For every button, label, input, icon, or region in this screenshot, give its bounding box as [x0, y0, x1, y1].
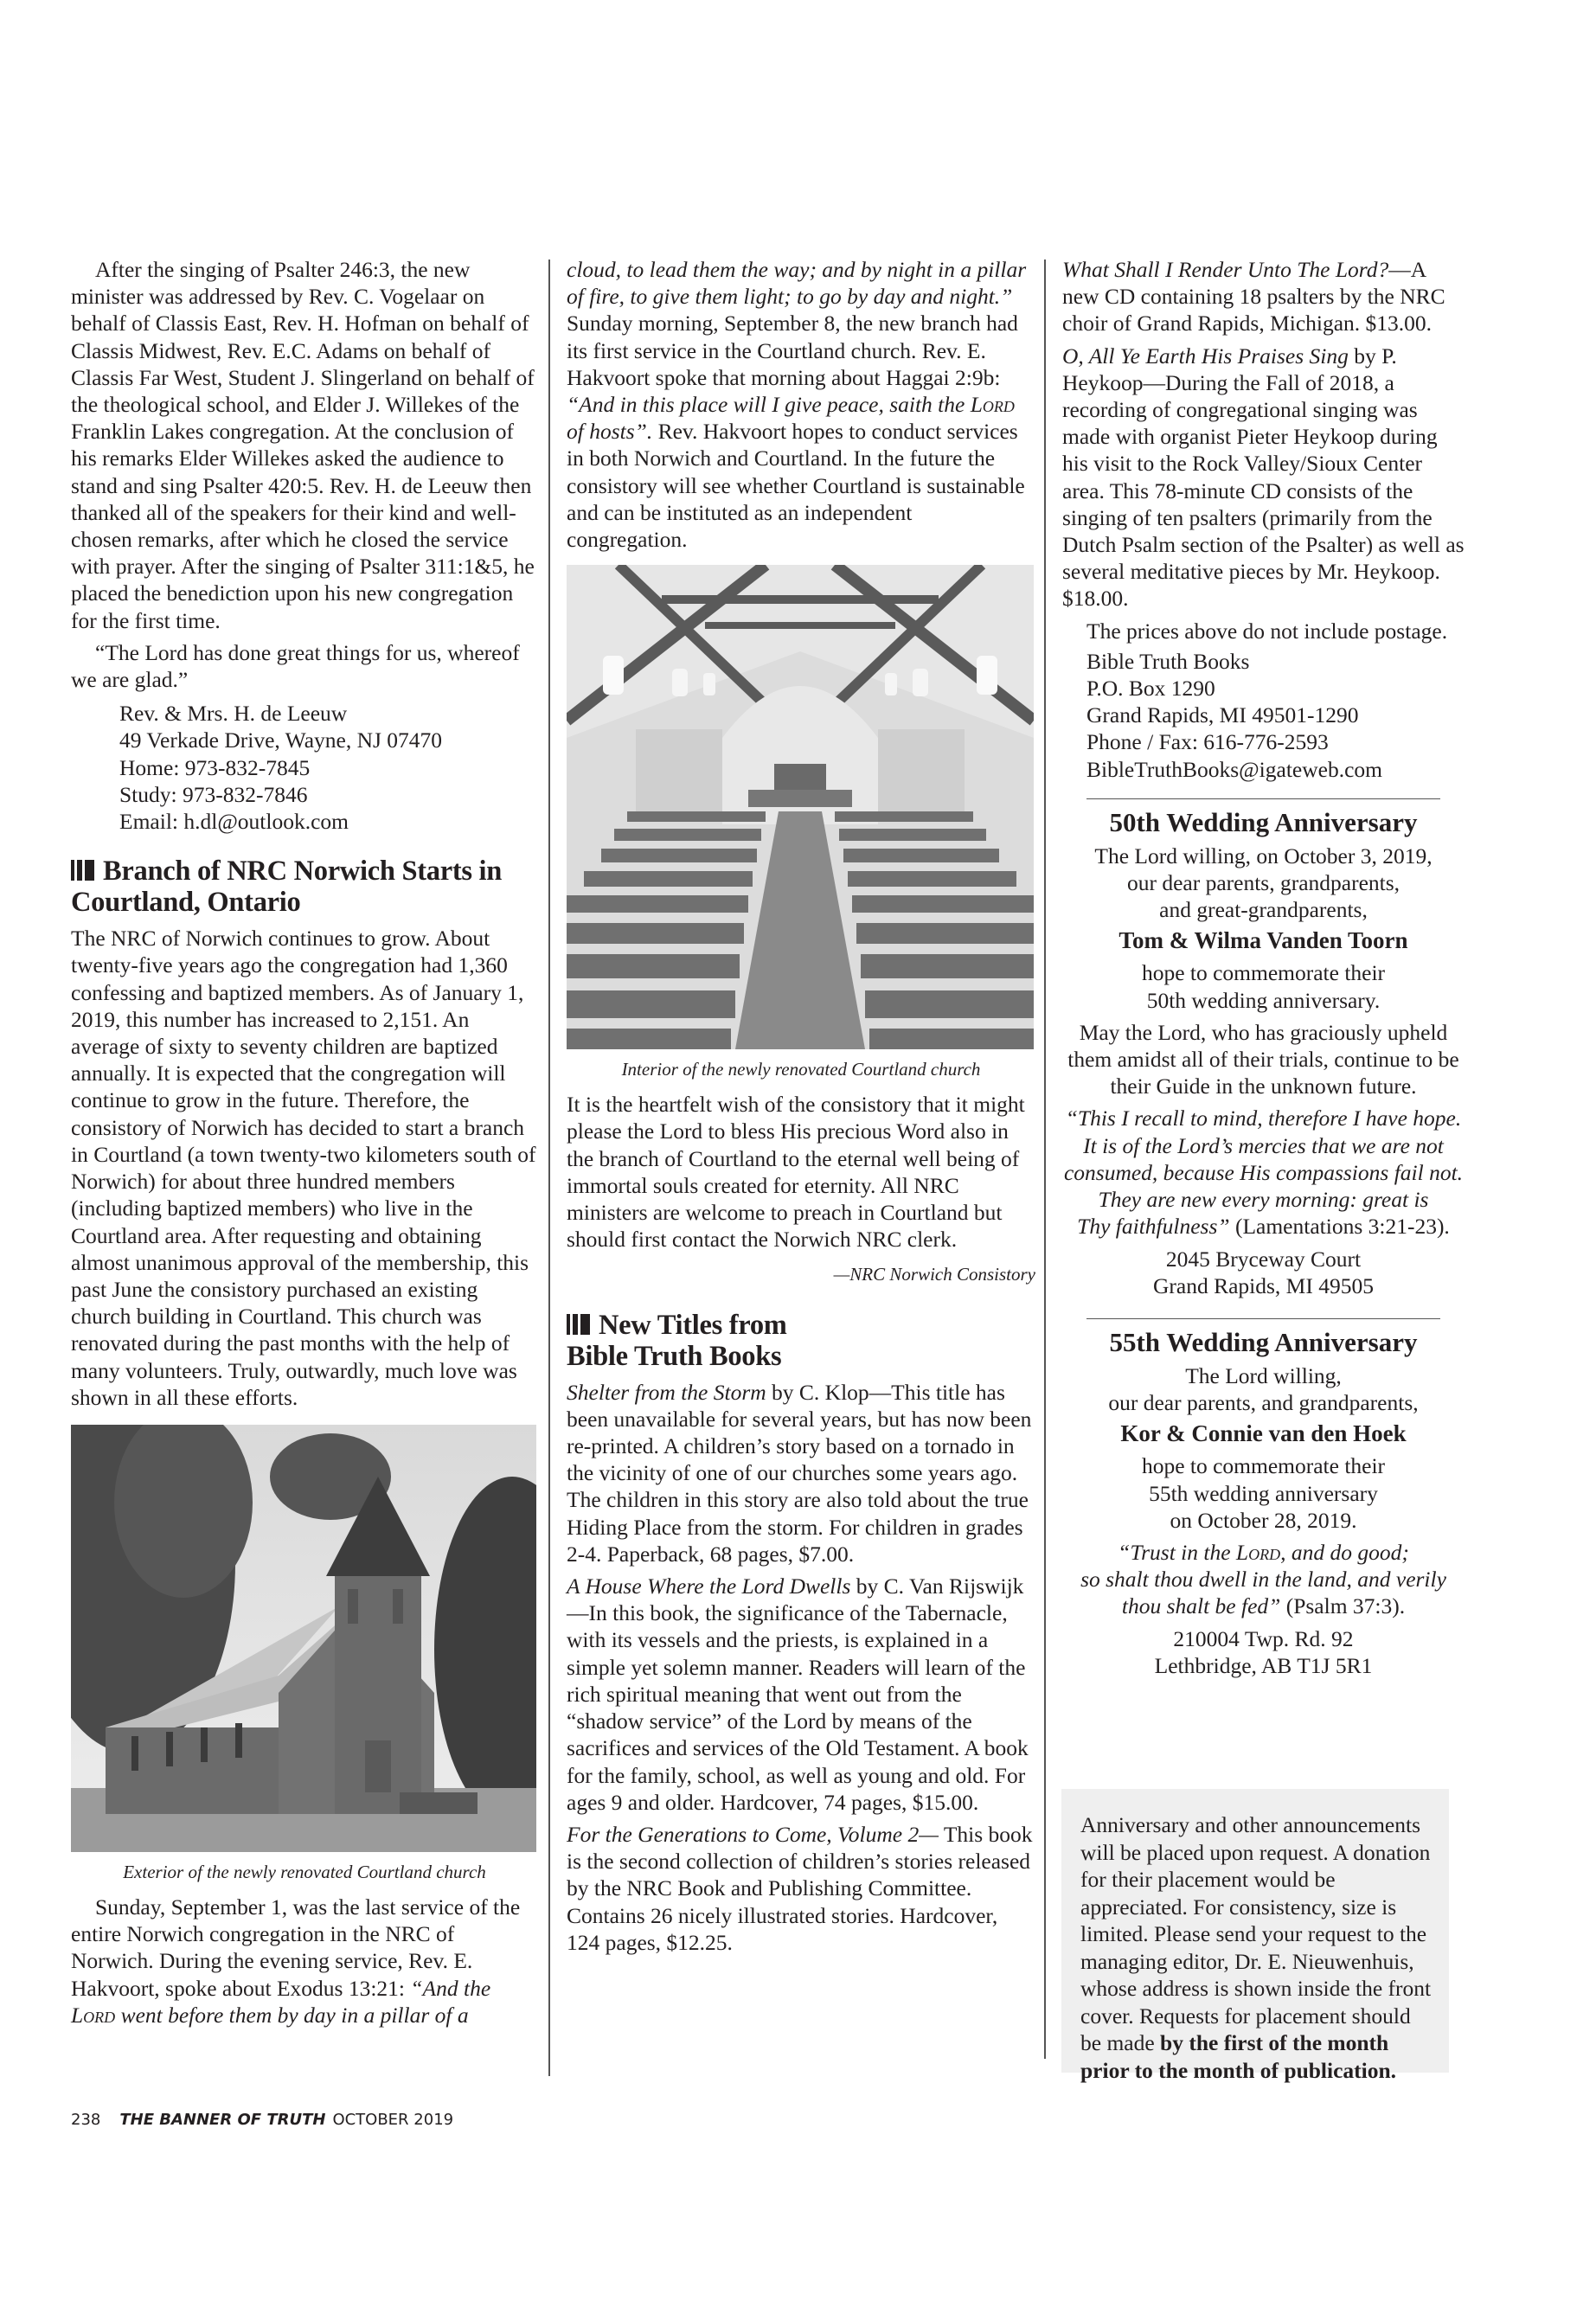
bookstore-address	[1062, 648, 1465, 783]
book-entry: Shelter from the Storm by C. Klop—This title has been unavailable for several years, but has now been re-printed. A children’s story based on a tornado in the vicinity of one of our churches some years ago. The children in this story are also told about the true Hiding Place from the storm. For children in grades 2-4. Paperback, 68 pages, $7.00.	[567, 1379, 1032, 1567]
church-exterior-image	[71, 1425, 536, 1852]
bookstore-po-box: P.O. Box 1290	[1086, 676, 1215, 702]
magazine-title: THE BANNER OF TRUTH	[119, 2111, 326, 2129]
contact-block	[71, 700, 538, 835]
book-entry: A House Where the Lord Dwells by C. Van Rijswijk—In this book, the significance of the Tabernacle, with its vessels and the priests, is explained in a simple yet solemn manner. Readers will learn of the rich spiritual meaning that went out from the “shadow service” of the Lord by means of the sacrifices and services of the Old Testament. A book for the family, school, as well as young and old. For ages 9 and older. Hardcover, 74 pages, $15.00.	[567, 1574, 1029, 1815]
column-divider	[1044, 260, 1046, 2059]
article-paragraph: cloud, to lead them the way; and by night in a pillar of fire, to give them light; to go by day and night.” Sunday morning, September 8, the new branch had its first service in the Courtland church. Rev. E. Hakvoort spoke that morning about Haggai 2:9b: “And in this place will I give peace, saith the Lord of hosts”. Rev. Hakvoort hopes to conduct services in both Norwich and Courtland. In the future the consistory will see whether Courtland is sustainable and can be instituted as an independent congregation.	[567, 257, 1027, 553]
contact-home-phone: Home: 973-832-7845	[119, 754, 311, 780]
cd-entry: What Shall I Render Unto The Lord?—A new CD containing 18 psalters by the NRC choir of Grand Rapids, Michigan. $13.00.	[1062, 257, 1445, 336]
anniversary-address: 210004 Twp. Rd. 92	[1173, 1625, 1354, 1651]
contact-email: Email: h.dl@outlook.com	[119, 809, 349, 835]
middle-column	[567, 256, 1035, 1961]
church-interior-photo	[567, 565, 1034, 1049]
church-exterior-photo	[71, 1425, 536, 1852]
bookstore-city: Grand Rapids, MI 49501-1290	[1086, 702, 1359, 728]
right-column	[1062, 256, 1465, 1679]
book-title: Shelter from the Storm	[567, 1379, 766, 1405]
section-heading: Branch of NRC Norwich Starts in Courtland, Ontario	[71, 856, 503, 919]
cd-title: O, All Ye Earth His Praises Sing	[1062, 343, 1349, 369]
notice-deadline: by the first of the month prior to the month of publication.	[1080, 2030, 1397, 2083]
book-title: A House Where the Lord Dwells	[567, 1574, 851, 1599]
section-bars-icon	[567, 1311, 590, 1331]
anniversary-address: 2045 Bryceway Court	[1165, 1246, 1362, 1272]
bookstore-phone: Phone / Fax: 616-776-2593	[1086, 729, 1329, 755]
article-paragraph: After the singing of Psalter 246:3, the new minister was addressed by Rev. C. Vogelaar on behalf of Classis East, Rev. H. Hofman on behalf of Classis Midwest, Rev. E.C. Adams on behalf of Classis Far West, Student J. Slingerland on behalf of the theological school, and Elder J. Willekes of the Franklin Lakes congregation. At the conclusion of his remarks Elder Willekes asked the audience to stand and sing Psalter 420:5. Rev. H. de Leeuw then thanked all of the speakers for their kind and well-chosen remarks, after which he closed the service with prayer. After the singing of Psalter 311:1&5, he placed the benediction upon his new congregation for the first time.	[71, 257, 535, 633]
cd-title: What Shall I Render Unto The Lord?	[1062, 257, 1389, 282]
postage-note: The prices above do not include postage.	[1086, 618, 1448, 644]
section-bars-icon	[71, 856, 94, 877]
anniversary-verse: “Trust in the Lord, and do good;	[1118, 1539, 1409, 1565]
page-footer	[71, 2111, 453, 2129]
column-divider	[548, 260, 550, 2076]
photo-caption: Exterior of the newly renovated Courtland church	[123, 1861, 486, 1882]
book-title: For the Generations to Come, Volume 2—	[567, 1821, 939, 1847]
photo-caption: Interior of the newly renovated Courtland church	[621, 1059, 981, 1080]
contact-name: Rev. & Mrs. H. de Leeuw	[119, 701, 348, 727]
announcement-notice-box: Anniversary and other announcements will be placed upon request. A donation for their placement would be appreciated. For consistency, size is limited. Please send your request to the managing editor, Dr. E. Nieuwenhuis, whose address is shown inside the front cover. Requests for placement should be made by the first of the month prior to the month of publication.	[1061, 1789, 1449, 2073]
article-paragraph: The NRC of Norwich continues to grow. About twenty-five years ago the congregation had 1,360 confessing and baptized members. As of January 1, 2019, this number has increased to 2,151. An average of sixty to seventy children are baptized annually. It is expected that the congregation will continue to grow in the future. Therefore, the consistory of Norwich has decided to start a branch in Courtland (a town twenty-two kilometers south of Norwich) for about three hundred members (including baptized members) who live in the Courtland area. After requesting and obtaining almost unanimous approval of the membership, this past June the consistory purchased an existing church building in Courtland. This church was renovated during the past months with the help of many volunteers. Truly, outwardly, much love was shown in all these efforts.	[71, 926, 536, 1410]
article-quote: “The Lord has done great things for us, whereof we are glad.”	[71, 639, 520, 693]
anniversary-title: 50th Wedding Anniversary	[1109, 806, 1418, 837]
bookstore-name: Bible Truth Books	[1086, 648, 1250, 674]
section-rule	[1086, 798, 1440, 799]
book-entry: For the Generations to Come, Volume 2— This book is the second collection of children’s stories released by the NRC Book and Publishing Committee. Contains 26 nicely illustrated stories. Hardcover, 124 pages, $12.25.	[567, 1821, 1033, 1955]
bookstore-email: BibleTruthBooks@igateweb.com	[1086, 756, 1382, 782]
left-column	[71, 256, 538, 2029]
article-paragraph: It is the heartfelt wish of the consistory that it might please the Lord to bless His precious Word also in the branch of Courtland to the eternal well being of immortal souls created for eternity. All NRC ministers are welcome to preach in Courtland but should first contact the Norwich NRC clerk.	[567, 1092, 1025, 1253]
anniversary-names: Kor & Connie van den Hoek	[1120, 1420, 1407, 1447]
issue-date: OCTOBER 2019	[332, 2111, 454, 2129]
section-heading: New Titles from Bible Truth Books	[567, 1309, 787, 1372]
contact-study-phone: Study: 973-832-7846	[119, 781, 308, 807]
page-number: 238	[71, 2111, 101, 2129]
cd-entry: O, All Ye Earth His Praises Sing by P. Heykoop—During the Fall of 2018, a recording of congregational singing was made with organist Pieter Heykoop during his visit to the Rock Valley/Sioux Center area. This 78-minute CD consists of the singing of ten psalters (primarily from the Dutch Psalm section of the Psalter) as well as several meditative pieces by Mr. Heykoop. $18.00.	[1062, 343, 1465, 612]
anniversary-title: 55th Wedding Anniversary	[1109, 1326, 1418, 1357]
anniversary-55: 55th Wedding Anniversary The Lord willing, our dear parents, and grandparents, Kor & Connie van den Hoek hope to commemorate their 55th wedding anniversary on October 28, 2019. “Trust in the Lord, and do good; so shalt thou dwell in the land, and verily thou shalt be fed” (Psalm 37:3). 210004 Twp. Rd. 92 Lethbridge, AB T1J 5R1	[1062, 1326, 1465, 1679]
anniversary-names: Tom & Wilma Vanden Toorn	[1118, 927, 1408, 954]
article-paragraph: Sunday, September 1, was the last service of the entire Norwich congregation in the NRC of Norwich. During the evening service, Rev. E. Hakvoort, spoke about Exodus 13:21: “And the Lord went before them by day in a pillar of a	[71, 1894, 521, 2028]
anniversary-50: 50th Wedding Anniversary The Lord willing, on October 3, 2019, our dear parents, grandparents, and great-grandparents, Tom & Wilma Vanden Toorn hope to commemorate their 50th wedding anniversary. May the Lord, who has graciously upheld them amidst all of their trials, continue to be their Guide in the unknown future. “This I recall to mind, therefore I have hope. It is of the Lord’s mercies that we are not consumed, because His compassions fail not. They are new every morning: great is Thy faithfulness” (Lamentations 3:21-23). 2045 Bryceway Court Grand Rapids, MI 49505	[1063, 806, 1464, 1298]
church-interior-image	[567, 565, 1034, 1049]
article-signature: —NRC Norwich Consistory	[833, 1264, 1035, 1285]
contact-address: 49 Verkade Drive, Wayne, NJ 07470	[119, 727, 443, 753]
anniversary-verse: “This I recall to mind, therefore I have hope.	[1065, 1106, 1462, 1131]
section-rule	[1086, 1318, 1440, 1319]
